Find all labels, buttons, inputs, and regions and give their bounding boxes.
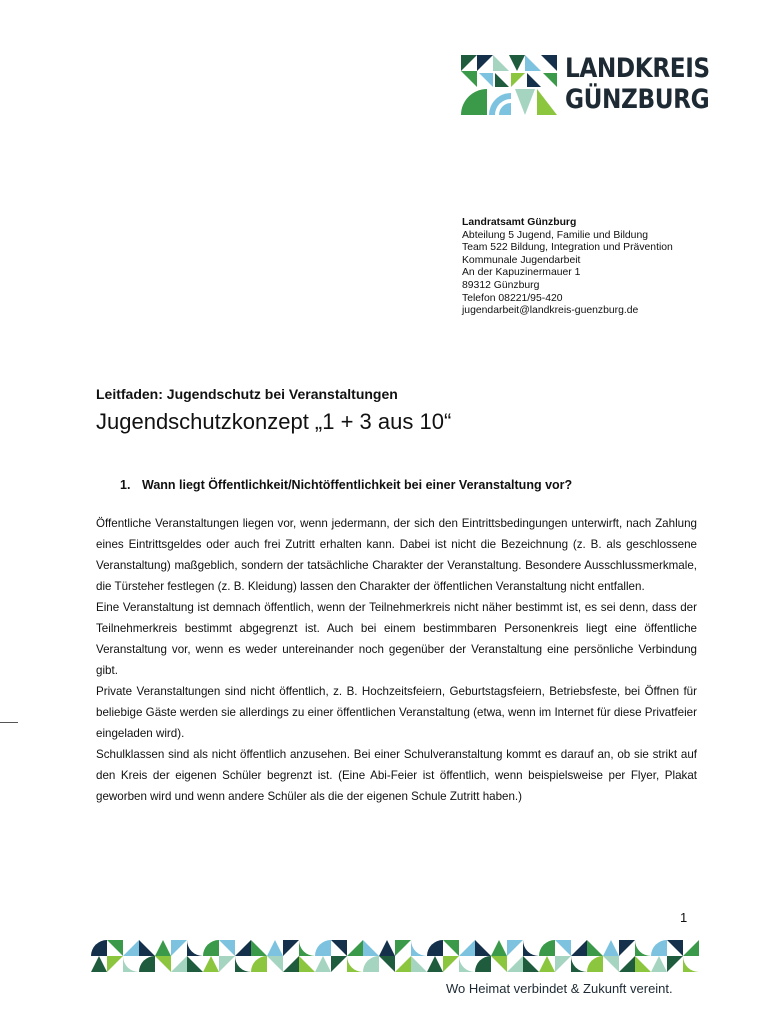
footer-slogan: Wo Heimat verbindet & Zukunft vereint. <box>446 981 673 996</box>
sender-address-block <box>462 217 673 318</box>
band-tile <box>619 940 635 956</box>
band-tile <box>587 956 603 972</box>
band-tile <box>571 956 587 972</box>
band-tile <box>459 940 475 956</box>
section-heading <box>120 478 572 492</box>
band-tile <box>539 940 555 956</box>
band-tile <box>315 956 331 972</box>
band-tile <box>651 940 667 956</box>
body-paragraph: Schulklassen sind als nicht öffentlich anzusehen. Bei einer Schulveranstaltung kommt es darauf an, ob sie strikt auf den Kreis der eigenen Schüler begrenzt ist. (Eine Abi-Feier ist öffentlich, wenn beispielsweise per Flyer, Plakat geworben wird und wenn andere Schüler als die der eigenen Schule Zutritt haben.) <box>96 748 697 803</box>
band-tile <box>203 940 219 956</box>
band-tile <box>347 940 363 956</box>
band-tile <box>587 940 603 956</box>
band-tile <box>475 940 491 956</box>
band-tile <box>171 956 187 972</box>
band-tile <box>635 956 651 972</box>
document-subtitle: Leitfaden: Jugendschutz bei Veranstaltungen <box>96 386 398 402</box>
address-phone: Telefon 08221/95-420 <box>462 292 563 304</box>
band-tile <box>475 956 491 972</box>
band-tile <box>603 940 619 956</box>
band-tile <box>187 956 203 972</box>
band-tile <box>635 940 651 956</box>
logo-text-landkreis: LANDKREIS <box>565 53 710 84</box>
band-tile <box>283 956 299 972</box>
band-tile <box>459 956 475 972</box>
band-tile <box>363 940 379 956</box>
band-tile <box>395 956 411 972</box>
band-tile <box>155 940 171 956</box>
band-tile <box>107 940 123 956</box>
body-paragraph: Private Veranstaltungen sind nicht öffentlich, z. B. Hochzeitsfeiern, Geburtstagsfeiern, Betriebsfeste, bei Öffnen für beliebige Gäste werden sie allerdings zu einer öffentlichen Veranstaltung (etwa, wenn im Internet für diese Privatfeier eingeladen wird). <box>96 685 697 740</box>
address-unit: Kommunale Jugendarbeit <box>462 254 581 266</box>
band-tile <box>267 940 283 956</box>
band-tile <box>299 956 315 972</box>
band-tile <box>667 956 683 972</box>
section-body <box>96 513 697 807</box>
band-tile <box>395 940 411 956</box>
band-tile <box>187 940 203 956</box>
band-tile <box>571 940 587 956</box>
band-tile <box>363 956 379 972</box>
band-tile <box>347 956 363 972</box>
band-tile <box>171 940 187 956</box>
band-tile <box>91 956 107 972</box>
band-tile <box>251 956 267 972</box>
band-tile <box>251 940 267 956</box>
band-tile <box>235 956 251 972</box>
band-tile <box>683 940 699 956</box>
band-tile <box>235 940 251 956</box>
fold-mark <box>0 722 18 723</box>
band-tile <box>379 940 395 956</box>
band-tile <box>123 956 139 972</box>
band-tile <box>555 956 571 972</box>
band-tile <box>331 940 347 956</box>
band-tile <box>619 956 635 972</box>
band-tile <box>219 940 235 956</box>
band-tile <box>267 956 283 972</box>
band-tile <box>379 956 395 972</box>
band-tile <box>603 956 619 972</box>
band-tile <box>411 940 427 956</box>
body-paragraph: Öffentliche Veranstaltungen liegen vor, wenn jedermann, der sich den Eintrittsbedingungen unterwirft, nach Zahlung eines Eintrittsgeldes oder auch frei Zutritt erhalten kann. Dabei ist nicht die Bezeichnung (z. B. als geschlossene Veranstaltung) maßgeblich, sondern der tatsächliche Charakter der Veranstaltung. Besondere Ausschlussmerkmale, die Türsteher festlegen (z. B. Kleidung) lassen den Charakter der öffentlichen Veranstaltung nicht entfallen. <box>96 517 697 593</box>
band-tile <box>219 956 235 972</box>
band-tile <box>411 956 427 972</box>
body-paragraph: Eine Veranstaltung ist demnach öffentlich, wenn der Teilnehmerkreis nicht näher bestimmt ist, es sei denn, dass der Teilnehmerkreis bestimmt abgegrenzt ist. Auch bei einem bestimmbaren Personenkreis liegt eine öffentliche Veranstaltung vor, wenn es weder untereinander noch gegenüber der Veranstaltung eine persönliche Verbindung gibt. <box>96 601 697 677</box>
address-street: An der Kapuzinermauer 1 <box>462 267 581 279</box>
band-tile <box>299 940 315 956</box>
page-number: 1 <box>680 910 688 925</box>
band-tile <box>651 956 667 972</box>
band-tile <box>139 956 155 972</box>
address-city: 89312 Günzburg <box>462 279 540 291</box>
footer-pattern-band <box>91 940 699 972</box>
band-tile <box>555 940 571 956</box>
logo-text-guenzburg: GÜNZBURG <box>565 84 710 115</box>
band-tile <box>491 956 507 972</box>
band-tile <box>155 956 171 972</box>
band-tile <box>539 956 555 972</box>
band-tile <box>683 956 699 972</box>
band-tile <box>427 956 443 972</box>
band-tile <box>443 940 459 956</box>
band-tile <box>91 940 107 956</box>
band-tile <box>283 940 299 956</box>
band-tile <box>523 940 539 956</box>
band-tile <box>507 940 523 956</box>
section-number: 1. <box>120 478 131 492</box>
band-tile <box>203 956 219 972</box>
address-department: Abteilung 5 Jugend, Familie und Bildung <box>462 229 649 241</box>
band-tile <box>331 956 347 972</box>
band-tile <box>667 940 683 956</box>
band-tile <box>523 956 539 972</box>
address-team: Team 522 Bildung, Integration und Prävention <box>462 242 673 254</box>
landkreis-logo-mark <box>459 53 559 117</box>
band-tile <box>139 940 155 956</box>
band-tile <box>427 940 443 956</box>
section-heading-text: Wann liegt Öffentlichkeit/Nichtöffentlichkeit bei einer Veranstaltung vor? <box>142 478 573 492</box>
band-tile <box>443 956 459 972</box>
band-tile <box>491 940 507 956</box>
band-tile <box>107 956 123 972</box>
band-tile <box>507 956 523 972</box>
address-email[interactable]: jugendarbeit@landkreis-guenzburg.de <box>462 305 639 317</box>
document-title: Jugendschutzkonzept „1 + 3 aus 10“ <box>96 409 452 434</box>
band-tile <box>315 940 331 956</box>
band-tile <box>123 940 139 956</box>
address-office: Landratsamt Günzburg <box>462 217 577 228</box>
